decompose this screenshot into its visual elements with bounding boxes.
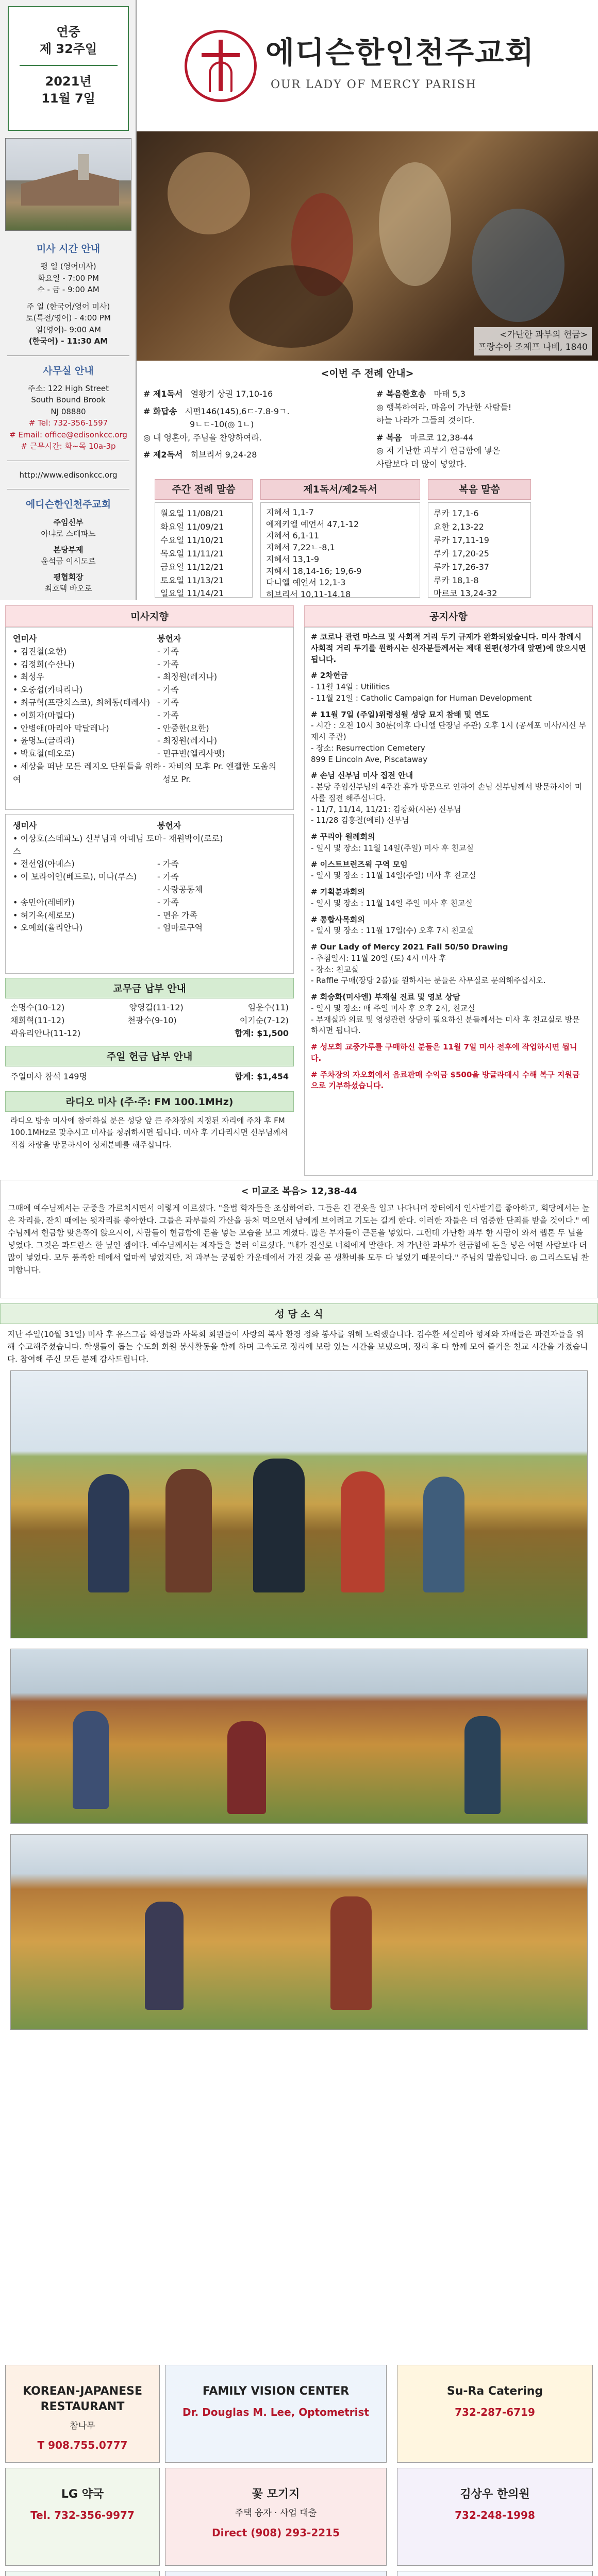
gospel-message-title: < 미교조 복음> 12,38-44 [241,1186,357,1197]
notice-title: # 손님 신부님 미사 집전 안내 [311,771,413,781]
sunday-offering-title: 주일 헌금 납부 안내 [5,1046,294,1066]
office-line-2: South Bound Brook [31,395,106,405]
readings-left [143,387,365,462]
issue-week: 제 32주일 [39,42,97,57]
intention-offerer: - 안중한(요한) [157,723,209,733]
council-name: 최호택 바오로 [44,584,92,594]
intention-offerer: - 최정원(레지나) [157,672,218,682]
intention-offerer: - 가족 [157,710,179,720]
ad-name: Su-Ra Catering [446,2385,543,2398]
intention-row [13,909,286,922]
intention-row [13,833,286,858]
issue-box [8,6,129,131]
notice-item [311,1042,586,1064]
sunday-korean: (한국어) - 11:30 AM [28,336,108,346]
weekday-gospels [428,502,531,598]
office-line-1: 주소: 122 High Street [27,383,109,393]
intention-name: • 안병애(마리아 막달레나) [13,723,109,733]
notice-title: # 이스트브런즈윅 구역 모임 [311,859,408,869]
intention-offerer: - 사랑공동체 [157,884,203,894]
intention-name: • 김정희(수산나) [13,659,75,669]
collection-rows [10,1002,289,1040]
weekday-title: 평 일 (영어미사) [40,262,96,272]
radio-title: 라디오 미사 (주·주: FM 100.1MHz) [5,1091,294,1112]
psalm: 시편146(145),6ㄷ-7.8-9ㄱ. [185,406,290,416]
ad-2[interactable] [165,2365,387,2463]
health-panel [5,814,294,974]
ad-7[interactable] [5,2571,160,2576]
alleluia: 마태 5,3 [434,389,466,399]
news-title: 성 당 소 식 [0,1303,598,1324]
assistant-name: 윤석금 이시도르 [41,556,96,566]
parish-name-kr: 에디슨한인천주교회 [265,35,535,70]
intention-row [13,871,286,884]
first-row: 지혜서 6,1-11 [266,531,320,541]
gospel-row: 루카 17,20-25 [434,548,489,558]
intention-offerer: - 가족 [157,646,179,656]
intention-row [13,709,286,722]
issue-year: 2021년 [45,74,92,89]
first-row: 지혜서 7,22ㄴ-8,1 [266,543,335,553]
sunday-line-2: 일(영어)- 9:00 AM [35,325,101,334]
widow-painting [137,131,598,361]
ad-phone: T 908.755.0777 [37,2439,128,2452]
intention-offerer: - 자비의 모후 Pr. 엔젤한 도움의 성모 Pr. [162,761,277,784]
intention-name: • 박효철(데오로) [13,749,75,759]
intention-row [13,646,286,658]
intention-name: • 김진철(요한) [13,646,67,656]
ad-4[interactable] [5,2468,160,2566]
notice-item [311,770,586,826]
office-title: 사무실 안내 [43,365,94,377]
weekday-row: 목요일 11/11/21 [160,548,224,558]
notice-item [311,1070,586,1092]
notice-title: # 회승화(미사엔) 부재실 진료 및 영보 상담 [311,992,460,1002]
notice-title: # 주차장의 자오회에서 음료판매 수익금 $500을 방글라데시 수해 복구 지원금으로 기부하셨습니다. [311,1070,580,1091]
notice-body: - 11월 14일 : Utilities - 11월 21일 : Catholic Campaign for Human Development [311,682,532,703]
intention-row [13,760,286,786]
notice-title: # 코로나 관련 마스크 및 사회적 거리 두기 규제가 완화되었습니다. 미사 참례시 사회적 거리 두기를 원하시는 신자분들께서는 제대 왼편(성가대 앞편)에 앉으시면 됩니다. [311,632,586,664]
intention-name: • 세상을 떠난 모든 레지오 단원들을 위하여 [13,761,161,784]
notice-item [311,992,586,1037]
alleluia-text: ◎ 행복하여라, 마음이 가난한 사람들! 하늘 나라가 그들의 것이다. [376,402,512,426]
intention-offerer: - 민규번(엘리사벳) [157,749,225,759]
intention-offerer: - 가족 [157,659,179,669]
readings-title: <이번 주 전례 안내> [321,368,414,379]
gospel-message [0,1180,598,1298]
first-reading-label: # 제1독서 [143,389,183,399]
ad-tagline: 참나무 [70,2420,95,2431]
notice-title: # 성모회 교중가루를 구매하신 분들은 11월 7일 미사 전후에 작업하시면 됩니다. [311,1042,577,1063]
collection-cell: 천광수(9-10) [127,1015,177,1025]
weekday-gospel-title: 복음 말씀 [428,479,531,500]
ad-name: 김상우 한의원 [460,2488,530,2501]
caption-title: <가난한 과부의 헌금> [500,330,588,341]
notice-item [311,887,586,909]
weekday-row: 월요일 11/08/21 [160,509,224,518]
ad-phone: Dr. Douglas M. Lee, Optometrist [182,2406,369,2419]
weekday-line-2: 수 - 금 - 9:00 AM [37,285,99,295]
gospel: 마르코 12,38-44 [410,432,474,443]
second-reading: 히브리서 9,24-28 [190,450,257,460]
intention-row [13,922,286,935]
ad-tagline: 주택 융자 · 사업 대출 [235,2508,317,2519]
weekday-row: 금요일 11/12/21 [160,562,224,572]
sidebar [0,0,137,600]
weekday-first-title: 제1독서/제2독서 [260,479,420,500]
intention-name: • 최성우 [13,672,44,682]
ad-phone: 732-248-1998 [455,2509,535,2522]
psalm-label: # 화답송 [143,406,177,416]
ad-9[interactable] [397,2571,593,2576]
intention-offerer: - 엄마로구역 [157,923,203,933]
ad-phone: Tel. 732-356-9977 [30,2509,135,2522]
church-photo [5,138,131,231]
notice-item [311,942,586,987]
collection-total: 합계: $1,500 [235,1028,289,1038]
notice-title: # 꾸리아 월례회의 [311,832,375,841]
prayer-panel [5,627,294,810]
office-phone: # Tel: 732-356-1597 [28,418,108,428]
weekday-title: 주간 전례 말씀 [155,479,253,500]
notice-item [311,670,586,704]
notice-title: # 11월 7일 (주일)위령성월 성당 묘지 참배 및 연도 [311,709,489,719]
second-reading-label: # 제2독서 [143,450,183,460]
collection-title: 교무금 납부 안내 [5,978,294,998]
collection-cell: 이기순(7-12) [239,1015,289,1025]
prayer-title: 미사지향 [5,605,294,627]
first-row: 지혜서 13,1-9 [266,554,320,564]
intention-row [13,896,286,909]
gospel-row: 요한 2,13-22 [434,521,484,532]
sunday-amount: 합계: $1,454 [235,1072,289,1081]
alleluia-label: # 복음환호송 [376,389,426,399]
intention-row [13,722,286,735]
sunday-title: 주 일 (한국어/영어 미사) [26,301,110,311]
cleanup-photo-2 [10,1834,588,2030]
sunday-offering [10,1071,289,1083]
intention-row [13,858,286,871]
issue-date: 11월 7일 [41,91,95,106]
council-label: 평협회장 [53,572,84,582]
psalm-verse: 9ㄴㄷ-10(◎ 1ㄴ) [190,419,254,430]
readings-right [376,387,593,471]
notice-body: - 추첨일시: 11월 20일 (토) 4시 미사 후 - 장소: 친교실 - Raffle 구매(장당 2불)를 원하시는 분들은 사무실로 문의해주십시오. [311,953,546,986]
notice-body: - 일시 및 장소 : 11월 14일 주일 미사 후 친교실 [311,898,473,908]
gospel-row: 루카 17,26-37 [434,562,489,572]
intention-name: • 오예희(율리안나) [13,923,83,933]
ad-name: KOREAN-JAPANESE RESTAURANT [23,2385,142,2414]
gospel-row: 마르코 13,24-32 [434,588,497,599]
first-row: 히브리서 10,11-14.18 [266,589,351,600]
ad-5[interactable] [165,2468,387,2566]
ad-8[interactable] [165,2571,387,2576]
weekday-row: 토요일 11/13/21 [160,575,224,585]
pastor-label: 주임신부 [53,517,84,527]
intention-name: • 송민아(레베카) [13,897,75,907]
website-link[interactable]: http://www.edisonkcc.org [19,470,118,480]
sunday-line-1: 토(특전/영어) - 4:00 PM [26,313,111,323]
notice-body: - 일시 및 장소: 11월 14일(주일) 미사 후 친교실 [311,843,474,853]
prayer-col-dead: 연미사 [13,634,37,643]
health-col: 봉헌자 [157,821,181,831]
notice-item [311,859,586,882]
group-photo [10,1370,588,1638]
ad-6[interactable] [397,2468,593,2566]
first-row: 지혜서 18,14-16; 19,6-9 [266,566,362,576]
notice-title: # 통합사목회의 [311,914,365,924]
intention-offerer: - 가족 [157,897,179,907]
intention-row [13,684,286,697]
weekday-first-readings [260,502,420,598]
intention-name: • 윤명노(글라라) [13,736,75,746]
ad-phone: 732-287-6719 [455,2406,535,2419]
assistant-label: 본당부제 [53,545,84,554]
intention-row [13,884,286,896]
health-list [13,833,286,935]
notice-body: - 일시 및 장소: 매 주일 미사 후 오후 2시, 친교실 - 부재실과 의료 및 영성관련 상담이 필요하신 분들께서는 미사 후 친교실로 방문하시면 됩니다. [311,1003,580,1036]
weekday-line-1: 화요일 - 7:00 PM [38,273,99,283]
notice-body: - 시간 : 오전 10시 30분(이후 다니엘 단장님 주관) 오후 1시 (공세포 미사/시신 부재시 주관) - 장소: Resurrection Cemetery 899 E Lincoln Ave, Piscataway [311,721,587,764]
mass-times-title: 미사 시간 안내 [36,243,101,255]
parish-name-en: OUR LADY OF MERCY PARISH [271,78,477,91]
intention-name: • 전선임(아녜스) [13,859,75,869]
intention-name: • 허기옥(세로모) [13,910,75,920]
intention-offerer: - 면유 가족 [157,910,197,920]
gospel-row: 루카 17,1-6 [434,509,479,518]
notice-item [311,832,586,854]
intention-name: • 이상호(스테파노) 신부님과 아녜님 토마스 [13,833,162,856]
intention-offerer: - 가족 [157,685,179,695]
gospel-row: 루카 18,1-8 [434,575,479,585]
office-hours: # 근무시간: 화~목 10a-3p [21,442,116,451]
intention-name: • 이희자(마틸다) [13,710,75,720]
office-email[interactable]: # Email: office@edisonkcc.org [9,430,127,439]
collection-cell: 양영길(11-12) [129,1003,184,1012]
notice-item [311,632,586,665]
intention-offerer: - 가족 [157,872,179,882]
ad-phone: Direct (908) 293-2215 [212,2526,340,2539]
notice-title: # Our Lady of Mercy 2021 Fall 50/50 Drawing [311,942,508,952]
ad-3[interactable] [397,2365,593,2463]
notice-body: - 본당 주임신부님의 4주간 휴가 방문으로 인하여 손님 신부님께서 방문하시어 미사를 집전 해주십니다. - 11/7, 11/14, 11/21: 김창화(시몬) 신부님 - 11/28 김홍철(에티) 신부님 [311,782,583,825]
painting-caption [474,327,592,355]
notice-title: # 2차헌금 [311,671,348,681]
first-row: 지혜서 1,1-7 [266,507,314,517]
ad-name: FAMILY VISION CENTER [202,2385,350,2398]
caption-artist: 프랑수아 조제프 나베, 1840 [478,342,588,352]
issue-season: 연중 [56,25,80,39]
collection-cell: 손명수(10-12) [10,1003,65,1012]
notices-title: 공지사항 [304,605,593,627]
clergy-title: 에디슨한인천주교회 [25,499,111,511]
intention-offerer: - 가족 [157,697,179,707]
collection-cell: 곽유리안나(11-12) [10,1028,81,1038]
prayer-col-offerer: 봉헌자 [157,634,181,643]
intention-row [13,671,286,684]
first-row: 에제키엘 예언서 47,1-12 [266,519,359,529]
notice-body: - 일시 및 장소 : 11월 17일(수) 오후 7시 친교실 [311,926,474,936]
gospel-message-text: 그때에 예수님께서는 군중을 가르치시면서 이렇게 이르셨다. "율법 학자들을 조심하여라. 그들은 긴 겉옷을 입고 나다니며 장터에서 인사받기를 좋아하고, 회당에서는 높은 자리를, 잔치 때에는 윗자리를 좋아한다. 그들은 과부들의 가산을 등쳐 먹으면서 남에게 보이려고 기도는 길게 한다. 이러한 자들은 더 엄중한 단죄를 받을 것이다." 예수님께서 헌금함 맞은쪽에 앉으시어, 사람들이 헌금함에 돈을 넣는 모습을 보고 계셨다. 많은 부자들이 큰돈을 넣었다. 그런데 가난한 과부 한 사람이 와서 렙톤 두 닢을 넣었다. 그것은 콰드란스 한 닢인 셈이다. 예수님께서는 제자들을 불러 이르셨다. "내가 진실로 너희에게 말한다. 저 가난한 과부가 헌금함에 돈을 넣은 어떤 사람보다 더 많이 넣었다. 모두 풍족한 데에서 얼마씩 넣었지만, 저 과부는 궁핍한 가운데에서 가진 것을 곧 생활비를 모두 다 넣었기 때문이다." 주님의 말씀입니다. ◎ 그리스도님 찬미합니다. [8,1203,590,1275]
notices-panel [304,627,593,1176]
pastor-name: 아냐로 스테파노 [41,529,96,539]
news-text: 지난 주일(10월 31일) 미사 후 유스그룹 학생들과 사목회 회원들이 사랑의 복사 환경 정화 봉사를 위해 노력했습니다. 김수환 세실리아 형제와 자매들은 파견자들을 위해 수고해주셨습니다. 학생들이 돕는 수도회 회원 봉사활동을 함께 하며 고속도로 정리에 보람 있는 시간을 보냈으며, 정리 후 다 함께 모여 즐거운 친교 시간을 가졌습니다. 참여해 주신 모든 분께 감사드립니다. [7,1330,588,1364]
prayer-list [13,646,286,786]
weekday-row: 수요일 11/10/21 [160,535,224,545]
ad-1[interactable] [5,2365,160,2463]
notice-body: - 일시 및 장소 : 11월 14일(주일) 미사 후 친교실 [311,871,476,880]
psalm-response: ◎ 내 영혼아, 주님을 찬양하여라. [143,432,262,443]
first-row: 다니엘 예언서 12,1-3 [266,578,346,588]
notice-title: # 기획분과회의 [311,887,365,896]
intention-row [13,658,286,671]
intention-row [13,735,286,748]
cleanup-photo [10,1649,588,1824]
mass-times [0,242,137,595]
gospel-text: ◎ 저 가난한 과부가 헌금함에 넣은 사람보다 더 많이 넣었다. [376,446,501,469]
gospel-row: 루카 17,11-19 [434,535,489,545]
intention-row [13,748,286,760]
ad-name: LG 약국 [61,2488,104,2501]
parish-logo [185,30,257,102]
intention-name: • 최규혁(프란치스코), 최혜동(데레사) [13,697,151,707]
radio-text: 라디오 방송 미사에 참여하실 분은 성당 앞 큰 주차장의 지정된 자리에 주차 후 FM 100.1MHz로 맞추시고 미사를 청취하시면 됩니다. 미사 후 기다리시면 신부님께서 직접 차량을 방문하시어 성체분배를 해주십니다. [10,1116,288,1149]
collection-cell: 임운수(11) [247,1003,289,1012]
first-reading: 열왕기 상권 17,10-16 [190,389,273,399]
intention-offerer: - 최정원(레지나) [157,736,218,746]
ad-name: 꽃 모기지 [252,2488,300,2501]
weekday-row: 일요일 11/14/21 [160,588,224,599]
intention-offerer: - 가족 [157,859,179,869]
sunday-attendance: 주일미사 참석 149명 [10,1072,87,1081]
notice-item [311,709,586,766]
gospel-label: # 복음 [376,432,402,443]
notice-item [311,914,586,937]
weekday-dates [155,502,253,598]
intention-offerer: - 재원박이(로로) [163,833,223,843]
intention-name: • 오중섭(카타리나) [13,685,83,695]
intention-name: • 이 보라이언(베드로), 미나(루스) [13,872,137,882]
weekday-row: 화요일 11/09/21 [160,521,224,532]
office-line-3: NJ 08880 [51,406,86,416]
health-title: 생미사 [13,821,37,831]
intention-row [13,697,286,709]
collection-cell: 채희혁(11-12) [10,1015,65,1025]
